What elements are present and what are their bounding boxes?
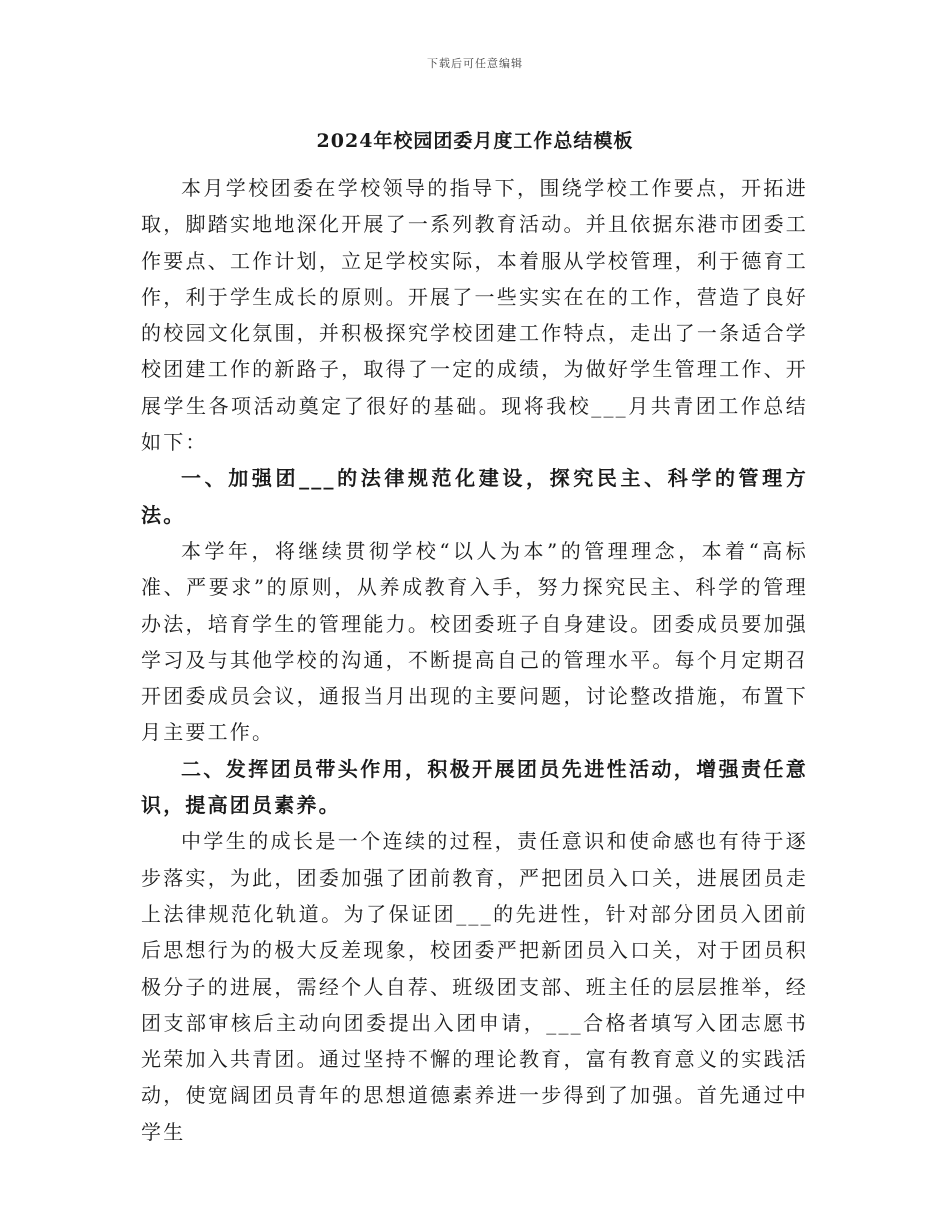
document-body [141,170,808,1150]
paragraph-section-1: 本学年，将继续贯彻学校“以人为本”的管理理念，本着“高标准、严要求”的原则，从养成教育入手，努力探究民主、科学的管理办法，培育学生的管理能力。校团委班子自身建设。团委成员要加强学习及与其他学校的沟通，不断提高自己的管理水平。每个月定期召开团委成员会议，通报当月出现的主要问题，讨论整改措施，布置下月主要工作。 [141,538,808,745]
header-note: 下载后可任意编辑 [427,57,523,70]
paragraph-intro: 本月学校团委在学校领导的指导下，围绕学校工作要点，开拓进取，脚踏实地地深化开展了一系列教育活动。并且依据东港市团委工作要点、工作计划，立足学校实际，本着服从学校管理，利于德育工作，利于学生成长的原则。开展了一些实实在在的工作，营造了良好的校园文化氛围，并积极探究学校团建工作特点，走出了一条适合学校团建工作的新路子，取得了一定的成绩，为做好学生管理工作、开展学生各项活动奠定了很好的基础。现将我校___月共青团工作总结如下： [141,176,808,455]
document-title: 2024年校园团委月度工作总结模板 [316,130,634,152]
section-heading-2: 二、发挥团员带头作用，积极开展团员先进性活动，增强责任意识，提高团员素养。 [141,756,808,818]
paragraph-section-2: 中学生的成长是一个连续的过程，责任意识和使命感也有待于逐步落实，为此，团委加强了团前教育，严把团员入口关，进展团员走上法律规范化轨道。为了保证团___的先进性，针对部分团员入团前后思想行为的极大反差现象，校团委严把新团员入口关，对于团员积极分子的进展，需经个人自荐、班级团支部、班主任的层层推举，经团支部审核后主动向团委提出入团申请，___合格者填写入团志愿书光荣加入共青团。通过坚持不懈的理论教育，富有教育意义的实践活动，使宽阔团员青年的思想道德素养进一步得到了加强。首先通过中学生 [141,829,808,1144]
section-heading-1: 一、加强团___的法律规范化建设，探究民主、科学的管理方法。 [141,466,808,527]
